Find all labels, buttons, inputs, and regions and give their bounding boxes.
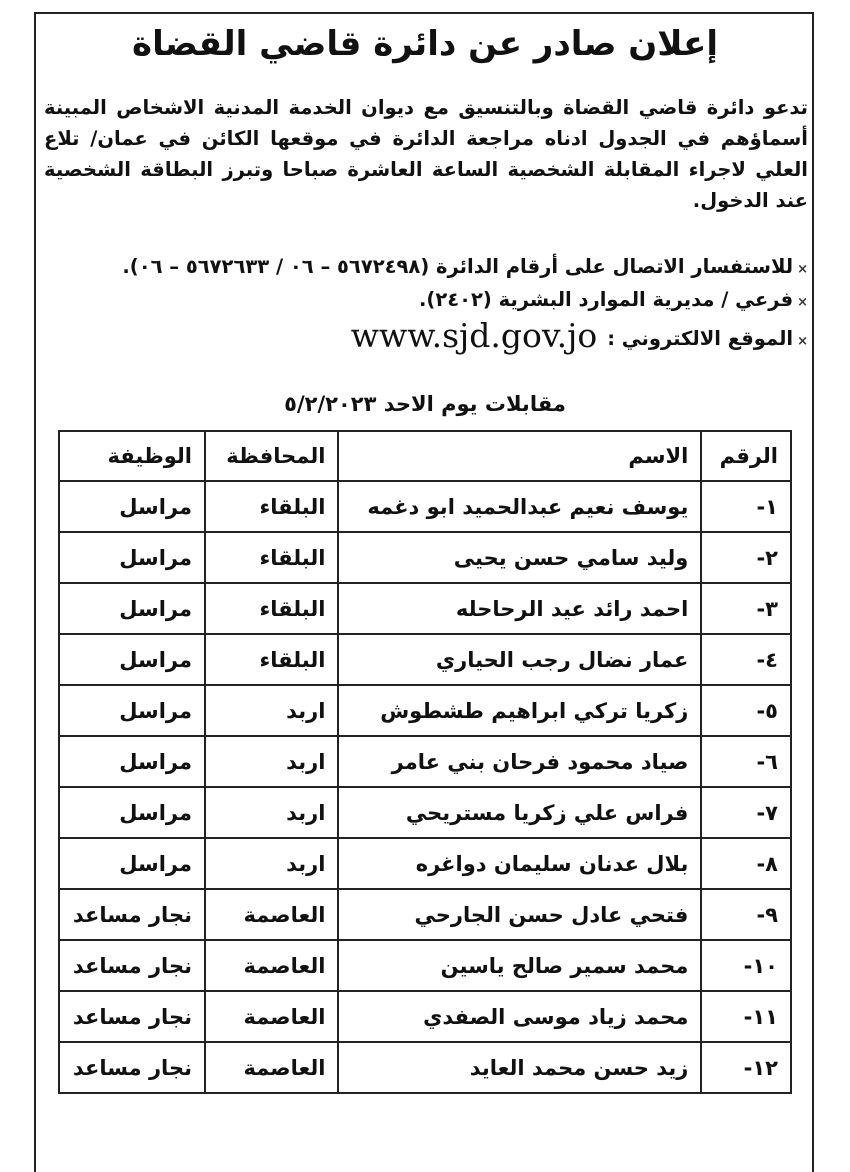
- announcement-title: إعلان صادر عن دائرة قاضي القضاة: [132, 24, 718, 64]
- cell-job: نجار مساعد: [59, 889, 205, 940]
- cell-name: صياد محمود فرحان بني عامر: [338, 736, 701, 787]
- cell-number: ١٢-: [701, 1042, 791, 1093]
- website-link[interactable]: www.sjd.gov.jo: [350, 316, 598, 355]
- table-row: [59, 940, 791, 991]
- cell-job: مراسل: [59, 583, 205, 634]
- cell-job: مراسل: [59, 685, 205, 736]
- cell-number: ٣-: [701, 583, 791, 634]
- cell-governorate: اربد: [205, 685, 338, 736]
- branch-line: [44, 283, 808, 316]
- branch-text: فرعي / مديرية الموارد البشرية (٢٤٠٢).: [418, 288, 794, 311]
- cell-name: بلال عدنان سليمان دواغره: [338, 838, 701, 889]
- cell-number: ٩-: [701, 889, 791, 940]
- cell-job: مراسل: [59, 481, 205, 532]
- table-row: [59, 889, 791, 940]
- bullet-mark-icon: ×: [797, 262, 808, 277]
- header-number: الرقم: [701, 431, 791, 481]
- table-row: [59, 991, 791, 1042]
- bullet-mark-icon: ×: [797, 295, 808, 310]
- cell-job: مراسل: [59, 634, 205, 685]
- cell-job: مراسل: [59, 787, 205, 838]
- table-row: [59, 736, 791, 787]
- cell-number: ١٠-: [701, 940, 791, 991]
- cell-number: ١١-: [701, 991, 791, 1042]
- cell-governorate: العاصمة: [205, 889, 338, 940]
- table-row: [59, 481, 791, 532]
- table-row: [59, 532, 791, 583]
- cell-number: ٦-: [701, 736, 791, 787]
- cell-governorate: اربد: [205, 736, 338, 787]
- cell-name: محمد زياد موسى الصفدي: [338, 991, 701, 1042]
- website-label: الموقع الالكتروني :: [607, 327, 794, 350]
- cell-governorate: اربد: [205, 838, 338, 889]
- cell-name: زكريا تركي ابراهيم طشطوش: [338, 685, 701, 736]
- table-row: [59, 634, 791, 685]
- cell-governorate: البلقاء: [205, 634, 338, 685]
- contact-text: للاستفسار الاتصال على أرقام الدائرة (٥٦٧٢٤٩٨ – ٠٦ / ٥٦٧٢٦٣٣ – ٠٦).: [122, 255, 794, 278]
- table-row: [59, 787, 791, 838]
- table-body: [59, 481, 791, 1093]
- cell-name: فراس علي زكريا مستريحي: [338, 787, 701, 838]
- cell-number: ٨-: [701, 838, 791, 889]
- cell-name: احمد رائد عيد الرحاحله: [338, 583, 701, 634]
- table-row: [59, 838, 791, 889]
- cell-governorate: البلقاء: [205, 583, 338, 634]
- table-row: [59, 1042, 791, 1093]
- contact-line: [44, 250, 808, 283]
- cell-job: نجار مساعد: [59, 1042, 205, 1093]
- cell-name: فتحي عادل حسن الجارحي: [338, 889, 701, 940]
- announcement-intro: تدعو دائرة قاضي القضاة وبالتنسيق مع ديوان الخدمة المدنية الاشخاص المبينة أسماؤهم في الجدول ادناه مراجعة الدائرة في موقعها الكائن في عمان/ تلاع العلي لاجراء المقابلة الشخصية الساعة العاشرة صباحا وتبرز البطاقة الشخصية عند الدخول.: [44, 96, 808, 212]
- cell-job: مراسل: [59, 532, 205, 583]
- table-header-row: [59, 431, 791, 481]
- header-job: الوظيفة: [59, 431, 205, 481]
- table-row: [59, 685, 791, 736]
- cell-number: ٤-: [701, 634, 791, 685]
- cell-governorate: العاصمة: [205, 991, 338, 1042]
- cell-job: مراسل: [59, 838, 205, 889]
- table-row: [59, 583, 791, 634]
- cell-name: محمد سمير صالح ياسين: [338, 940, 701, 991]
- interview-date: مقابلات يوم الاحد ٥/٢/٢٠٢٣: [284, 392, 566, 416]
- cell-number: ٥-: [701, 685, 791, 736]
- cell-job: نجار مساعد: [59, 991, 205, 1042]
- bullet-mark-icon: ×: [797, 334, 808, 349]
- cell-name: عمار نضال رجب الحياري: [338, 634, 701, 685]
- cell-governorate: البلقاء: [205, 532, 338, 583]
- cell-number: ٢-: [701, 532, 791, 583]
- cell-job: نجار مساعد: [59, 940, 205, 991]
- cell-name: يوسف نعيم عبدالحميد ابو دغمه: [338, 481, 701, 532]
- cell-name: زيد حسن محمد العايد: [338, 1042, 701, 1093]
- header-name: الاسم: [338, 431, 701, 481]
- website-line: [44, 316, 808, 356]
- cell-governorate: اربد: [205, 787, 338, 838]
- cell-governorate: العاصمة: [205, 1042, 338, 1093]
- cell-job: مراسل: [59, 736, 205, 787]
- header-governorate: المحافظة: [205, 431, 338, 481]
- cell-number: ١-: [701, 481, 791, 532]
- announcement-details: [44, 250, 808, 356]
- cell-governorate: البلقاء: [205, 481, 338, 532]
- candidates-table: [58, 430, 792, 1094]
- cell-name: وليد سامي حسن يحيى: [338, 532, 701, 583]
- cell-governorate: العاصمة: [205, 940, 338, 991]
- cell-number: ٧-: [701, 787, 791, 838]
